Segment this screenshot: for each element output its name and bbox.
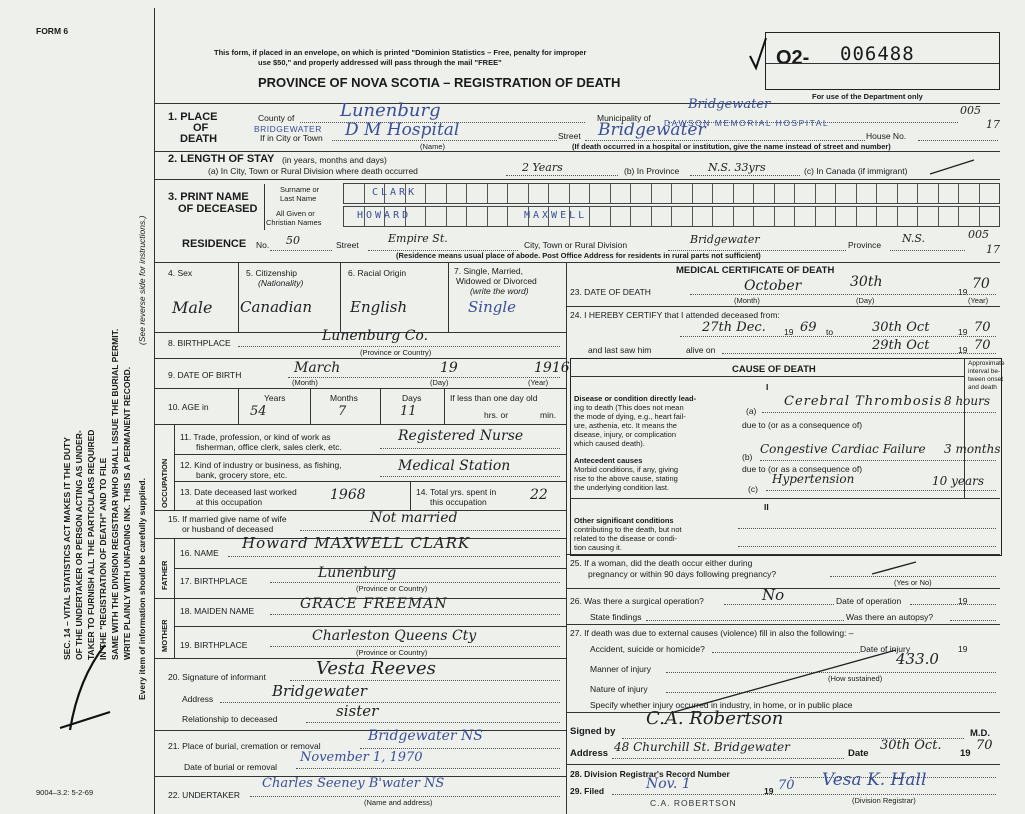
residence-province-label: Province — [848, 240, 882, 250]
filed-value: Nov. 1 — [646, 776, 691, 792]
filed-year-prefix: 19 — [764, 786, 774, 796]
registration-number: 006488 — [840, 43, 915, 65]
cause-c-label: (c) — [748, 484, 758, 494]
relationship-label: Relationship to deceased — [182, 714, 278, 724]
signed-by-value: C.A. Robertson — [646, 708, 784, 729]
direct-cause-1: Disease or condition directly lead- — [574, 394, 697, 403]
totalyrs-label-1: 14. Total yrs. spent in — [416, 487, 497, 497]
death-date-label: 23. DATE OF DEATH — [570, 287, 651, 297]
trade-label-1: 11. Trade, profession, or kind of work as — [180, 432, 331, 442]
age-days-label: Days — [402, 393, 422, 403]
antecedent-3: rise to the above cause, stating — [574, 474, 678, 483]
totalyrs-label-2: this occupation — [430, 497, 487, 507]
surname-label-2: Last Name — [280, 194, 317, 203]
birthplace-sub: (Province or Country) — [360, 348, 432, 357]
marital-label-1: 7. Single, Married, — [454, 266, 523, 276]
part-2-label: II — [764, 502, 769, 512]
age-years-label: Years — [264, 393, 286, 403]
burial-place-value: Bridgewater NS — [368, 728, 483, 744]
industry-label-2: bank, grocery store, etc. — [196, 470, 288, 480]
record-number-label: 28. Division Registrar's Record Number — [570, 769, 730, 779]
specify-label: Specify whether injury occurred in industry, in home, or in public place — [590, 700, 853, 710]
street-value: Bridgewater — [598, 120, 706, 140]
industry-value: Medical Station — [398, 458, 511, 474]
town-label: If in City or Town — [260, 133, 323, 143]
attended-from: 27th Dec. — [702, 320, 766, 335]
attended-to-prefix: 19 — [958, 327, 968, 337]
interval-label-4: and death — [968, 384, 997, 391]
married-label-2: or husband of deceased — [182, 524, 274, 534]
totalyrs-value: 22 — [530, 487, 548, 503]
marital-value: Single — [468, 298, 517, 316]
mail-notice-1: This form, if placed in an envelope, on which is printed "Dominion Statistics – Free, penalty for improper — [214, 48, 587, 57]
citizenship-sub: (Nationality) — [258, 278, 304, 288]
dob-month-sub: (Month) — [292, 378, 318, 387]
given-value-1: HOWARD — [357, 210, 412, 221]
form-title: PROVINCE OF NOVA SCOTIA – REGISTRATION OF DEATH — [258, 75, 621, 90]
statute-line-5: SAME WITH THE DIVISION REGISTRAR WHO SHALL ISSUE THE BURIAL PERMIT. — [110, 328, 120, 660]
town-code: 17 — [986, 118, 1000, 131]
cause-a-value: Cerebral Thrombosis — [784, 394, 943, 409]
name-label-1: 3. PRINT NAME — [168, 191, 249, 203]
md-label: M.D. — [970, 728, 991, 739]
birthplace-label: 8. BIRTHPLACE — [168, 338, 231, 348]
residence-province-value: N.S. — [902, 232, 926, 245]
given-names-grid — [343, 206, 1000, 227]
date-injury-prefix: 19 — [958, 644, 968, 654]
mother-birth-sub: (Province or Country) — [356, 648, 428, 657]
address-value: 48 Churchill St. Bridgewater — [614, 740, 790, 754]
direct-cause-4: ure, asthenia, etc. It means the — [574, 421, 677, 430]
house-label: House No. — [866, 131, 907, 141]
undertaker-label: 22. UNDERTAKER — [168, 790, 240, 800]
cause-a-interval: 8 hours — [944, 394, 991, 408]
name-sub-label: (Name) — [420, 142, 446, 151]
place-label-1: 1. PLACE — [168, 111, 218, 123]
age-hrs-label: hrs. or — [484, 410, 509, 420]
registration-prefix: O2- — [776, 47, 810, 69]
dob-label: 9. DATE OF BIRTH — [168, 370, 242, 380]
industry-label-1: 12. Kind of industry or business, as fishing, — [180, 460, 342, 470]
manner-label: Manner of injury — [590, 664, 651, 674]
pregnancy-label-2: pregnancy or within 90 days following pregnancy? — [588, 569, 777, 579]
interval-label-1: Approximate — [968, 360, 1005, 367]
last-saw-value: 29th Oct — [872, 338, 930, 353]
marital-label-2: Widowed or Divorced — [456, 276, 537, 286]
sex-label: 4. Sex — [168, 268, 193, 278]
marital-label-3: (write the word) — [470, 286, 529, 296]
dob-day-sub: (Day) — [430, 378, 449, 387]
municipality-value: Bridgewater — [688, 97, 771, 112]
father-name-label: 16. NAME — [180, 548, 219, 558]
part-1-label: I — [766, 382, 769, 392]
age-min-label: min. — [540, 410, 557, 420]
trade-value: Registered Nurse — [398, 428, 524, 444]
burial-date-label: Date of burial or removal — [184, 762, 278, 772]
registrar-sub: (Division Registrar) — [852, 796, 916, 805]
surgery-year-prefix: 19 — [958, 596, 968, 606]
typed-doctor-name: C.A. ROBERTSON — [650, 798, 737, 808]
hospital-note: (If death occurred in a hospital or institution, give the name instead of street and number) — [572, 142, 891, 151]
lastworked-label-1: 13. Date deceased last worked — [180, 487, 297, 497]
stay-province-value: N.S. 33yrs — [708, 161, 766, 174]
interval-label-2: interval be- — [968, 368, 1001, 375]
pregnancy-sub: (Yes or No) — [894, 578, 932, 587]
town-typed: BRIDGEWATER — [254, 124, 322, 134]
antecedent-2: Morbid conditions, if any, giving — [574, 465, 679, 474]
municipality-code: 005 — [960, 104, 981, 117]
residence-street-label: Street — [336, 240, 359, 250]
cause-b-label: (b) — [742, 452, 753, 462]
given-label-2: Christian Names — [266, 218, 322, 227]
registrar-signature: Vesa K. Hall — [822, 770, 927, 790]
citizenship-label: 5. Citizenship — [246, 268, 298, 278]
stay-city-label: (a) In City, Town or Rural Division where death occurred — [208, 166, 418, 176]
certify-label: 24. I HEREBY CERTIFY that I attended deceased from: — [570, 310, 780, 320]
cause-b-value: Congestive Cardiac Failure — [760, 442, 926, 456]
age-lessday-label: If less than one day old — [450, 393, 538, 403]
other-conditions-4: tion causing it. — [574, 543, 622, 552]
occupation-side-label: OCCUPATION — [160, 458, 169, 508]
racial-label: 6. Racial Origin — [348, 268, 407, 278]
signed-by-label: Signed by — [570, 726, 616, 737]
cause-c-value: Hypertension — [772, 472, 855, 486]
death-year-sub: (Year) — [968, 296, 989, 305]
filed-label: 29. Filed — [570, 786, 605, 796]
residence-no-value: 50 — [286, 234, 300, 247]
mother-name-value: GRACE FREEMAN — [300, 596, 448, 612]
mother-birth-label: 19. BIRTHPLACE — [180, 640, 248, 650]
sig-year-value: 70 — [976, 738, 993, 753]
direct-cause-5: disease, injury, or complication — [574, 430, 676, 439]
cause-c-interval: 10 years — [932, 474, 985, 488]
due-to-label-b: due to (or as a consequence of) — [742, 464, 863, 474]
direct-cause-2: ing to death (This does not mean — [574, 403, 684, 412]
mother-birth-value: Charleston Queens Cty — [312, 628, 477, 644]
pregnancy-label-1: 25. If a woman, did the death occur either during — [570, 558, 753, 568]
relationship-value: sister — [336, 702, 379, 720]
date-injury-label: Date of injury — [860, 644, 911, 654]
statute-line-4: IN THE "REGISTRATION OF DEATH" AND TO FILE — [98, 457, 108, 660]
residence-no-label: No. — [256, 240, 270, 250]
dob-month: March — [294, 360, 341, 376]
racial-value: English — [350, 298, 408, 316]
name-label-2: OF DECEASED — [178, 203, 258, 215]
undertaker-value: Charles Seeney B'water NS — [262, 776, 445, 791]
father-side-label: FATHER — [160, 560, 169, 590]
given-value-2: MAXWELL — [524, 210, 588, 221]
cause-b-interval: 3 months — [944, 442, 1001, 456]
to-label: to — [826, 327, 834, 337]
surgery-date-label: Date of operation — [836, 596, 902, 606]
antecedent-1: Antecedent causes — [574, 456, 643, 465]
alive-on-label: alive on — [686, 345, 716, 355]
residence-code-1: 005 — [968, 228, 989, 241]
county-value: Lunenburg — [340, 100, 441, 121]
cause-a-label: (a) — [746, 406, 757, 416]
residence-street-value: Empire St. — [388, 232, 448, 245]
hospital-typed: DAWSON MEMORIAL HOSPITAL — [664, 118, 830, 128]
due-to-label-a: due to (or as a consequence of) — [742, 420, 863, 430]
stay-city-value: 2 Years — [522, 161, 563, 174]
sustained-sub: (How sustained) — [828, 674, 883, 683]
nature-label: Nature of injury — [590, 684, 648, 694]
death-month: October — [744, 278, 802, 294]
surname-label-1: Surname or — [280, 185, 320, 194]
form-label: FORM 6 — [36, 26, 69, 36]
death-month-sub: (Month) — [734, 296, 760, 305]
death-year: 70 — [972, 276, 990, 292]
father-birth-sub: (Province or Country) — [356, 584, 428, 593]
mother-name-label: 18. MAIDEN NAME — [180, 606, 255, 616]
sig-date-value: 30th Oct. — [880, 738, 942, 753]
informant-sig-value: Vesta Reeves — [316, 658, 436, 679]
place-label-2: OF — [193, 122, 209, 134]
lastworked-value: 1968 — [330, 487, 366, 503]
accident-label: Accident, suicide or homicide? — [590, 644, 705, 654]
surgery-value: No — [762, 586, 785, 604]
married-value: Not married — [370, 510, 458, 526]
stay-label: 2. LENGTH OF STAY — [168, 153, 275, 165]
supply-note: Every item of information should be carefully supplied. — [137, 478, 147, 700]
attended-to-year: 70 — [974, 320, 991, 335]
registration-number-box — [765, 32, 1000, 90]
sig-year-prefix: 19 — [960, 748, 971, 759]
surgery-findings-label: State findings — [590, 612, 642, 622]
sig-date-label: Date — [848, 748, 869, 759]
surname-value: CLARK — [372, 187, 418, 198]
check-mark — [748, 34, 768, 84]
attended-from-prefix: 19 — [784, 327, 794, 337]
age-months-value: 7 — [338, 404, 347, 419]
mail-notice-2: use $50," and properly addressed will pass through the mail "FREE" — [258, 58, 502, 67]
birthplace-value: Lunenburg Co. — [322, 328, 429, 344]
attended-from-year: 69 — [800, 320, 817, 335]
margin-rule — [154, 8, 155, 814]
stay-canada-label: (c) In Canada (if immigrant) — [804, 166, 908, 176]
municipality-label: Municipality of — [597, 113, 651, 123]
other-conditions-2: contributing to the death, but not — [574, 525, 682, 534]
last-saw-prefix: 19 — [958, 345, 968, 355]
mother-side-label: MOTHER — [160, 619, 169, 652]
statute-line-2: OF THE UNDERTAKER OR PERSON ACTING AS UNDER- — [74, 430, 84, 660]
medical-heading: MEDICAL CERTIFICATE OF DEATH — [676, 265, 835, 276]
informant-address-value: Bridgewater — [272, 682, 367, 700]
antecedent-4: the underlying condition last. — [574, 483, 670, 492]
age-years-value: 54 — [250, 404, 267, 419]
autopsy-label: Was there an autopsy? — [846, 612, 934, 622]
age-days-value: 11 — [400, 404, 417, 419]
external-code-value: 433.0 — [896, 650, 939, 668]
undertaker-sub: (Name and address) — [364, 798, 433, 807]
death-day: 30th — [850, 274, 883, 290]
surgery-label: 26. Was there a surgical operation? — [570, 596, 704, 606]
strike-through-line — [670, 646, 900, 716]
dob-day: 19 — [440, 360, 458, 376]
age-label: 10. AGE in — [168, 402, 209, 412]
last-saw-label: and last saw him — [588, 345, 652, 355]
informant-sig-label: 20. Signature of informant — [168, 672, 266, 682]
print-code: 9004–3.2: 5-2-69 — [36, 788, 94, 797]
burial-place-label: 21. Place of burial, cremation or removal — [168, 741, 321, 751]
residence-city-label: City, Town or Rural Division — [524, 240, 628, 250]
direct-cause-3: the mode of dying, e.g., heart fail- — [574, 412, 686, 421]
other-conditions-1: Other significant conditions — [574, 516, 674, 525]
married-label-1: 15. If married give name of wife — [168, 514, 287, 524]
street-label: Street — [558, 131, 581, 141]
margin-signature-mark — [50, 640, 130, 740]
residence-code-2: 17 — [986, 243, 1000, 256]
direct-cause-6: which caused death). — [574, 439, 645, 448]
surname-grid — [343, 183, 1000, 204]
statute-line-3: TAKER TO FURNISH ALL THE PARTICULARS REQUIRED — [86, 429, 96, 660]
burial-date-value: November 1, 1970 — [300, 750, 423, 765]
given-label-1: All Given or — [276, 209, 315, 218]
place-label-3: DEATH — [180, 133, 218, 145]
sex-value: Male — [172, 298, 213, 317]
instructions-note: (See reverse side for instructions.) — [137, 215, 147, 345]
interval-label-3: tween onset — [968, 376, 1004, 383]
statute-line-6: WRITE PLAINLY WITH UNFADING INK. THIS IS A PERMANENT RECORD. — [122, 366, 132, 660]
trade-label-2: fisherman, office clerk, sales clerk, etc. — [196, 442, 342, 452]
death-year-prefix: 19 — [958, 287, 968, 297]
father-name-value: Howard MAXWELL CLARK — [242, 534, 471, 552]
last-saw-year: 70 — [974, 338, 991, 353]
father-birth-label: 17. BIRTHPLACE — [180, 576, 248, 586]
external-label: 27. If death was due to external causes (violence) fill in also the following: – — [570, 628, 854, 638]
address-label: Address — [570, 748, 609, 759]
county-label: County of — [258, 113, 295, 123]
residence-city-value: Bridgewater — [690, 233, 760, 246]
attended-to: 30th Oct — [872, 320, 930, 335]
death-day-sub: (Day) — [856, 296, 875, 305]
lastworked-label-2: at this occupation — [196, 497, 263, 507]
father-birth-value: Lunenburg — [318, 565, 397, 581]
other-conditions-3: related to the disease or condi- — [574, 534, 677, 543]
informant-address-label: Address — [182, 694, 214, 704]
statute-line-1: SEC. 14 – VITAL STATISTICS ACT MAKES IT THE DUTY — [62, 437, 72, 660]
dob-year-sub: (Year) — [528, 378, 549, 387]
dob-year: 1916 — [534, 360, 570, 376]
cause-heading: CAUSE OF DEATH — [732, 364, 816, 375]
stay-province-label: (b) In Province — [624, 166, 680, 176]
dept-use-label: For use of the Department only — [812, 92, 923, 101]
filed-year-value: 70 — [778, 778, 795, 793]
residence-note: (Residence means usual place of abode. Post Office Address for residents in rural parts not sufficient) — [396, 251, 761, 260]
age-months-label: Months — [330, 393, 358, 403]
residence-label: RESIDENCE — [182, 238, 247, 250]
citizenship-value: Canadian — [240, 298, 313, 316]
hospital-handwritten: D M Hospital — [345, 120, 460, 140]
stay-label-note: (in years, months and days) — [282, 155, 387, 165]
